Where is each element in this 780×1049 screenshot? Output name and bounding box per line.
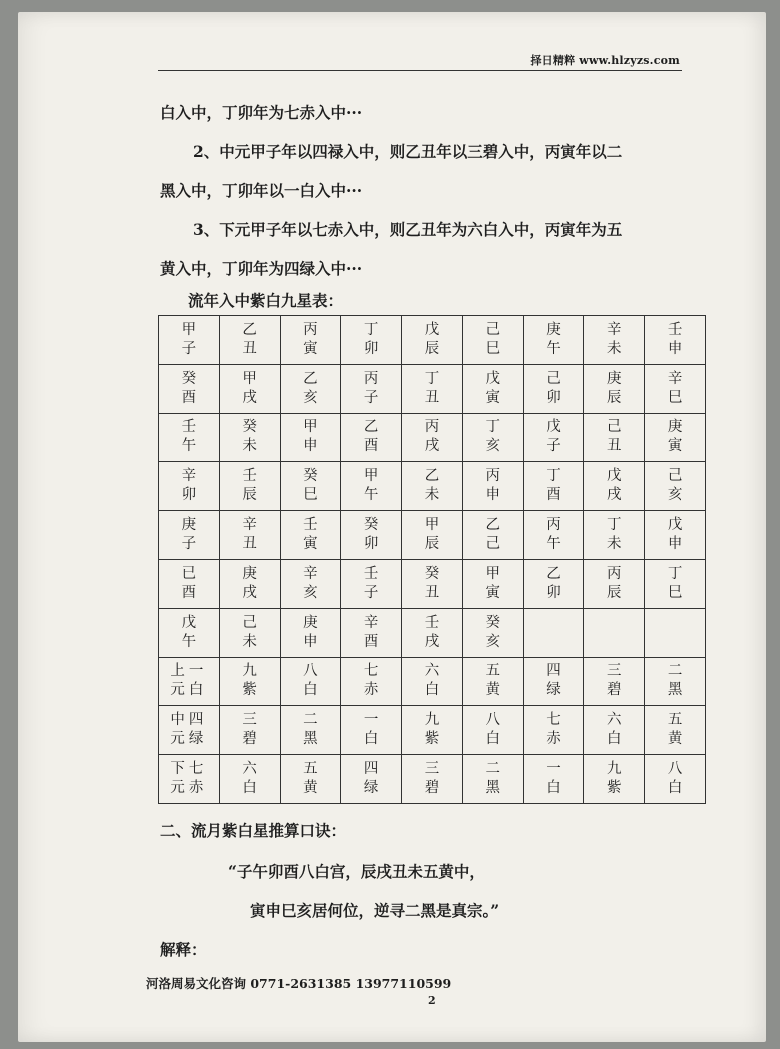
cell-line-bottom: 丑 <box>424 584 440 601</box>
cell-line-top: 庚 <box>181 517 197 534</box>
year-cell <box>341 462 402 511</box>
cell-line-bottom: 寅 <box>667 438 683 455</box>
cell-line-top: 丁 <box>363 321 379 338</box>
cell-line-bottom: 巳 <box>303 487 318 504</box>
cell-line-top: 丙 <box>485 468 500 485</box>
year-row <box>159 413 706 462</box>
cell-line-top: 甲 <box>424 517 440 534</box>
year-cell <box>462 462 523 511</box>
year-cell <box>341 511 402 560</box>
year-cell <box>645 316 706 365</box>
year-row <box>159 559 706 608</box>
cell-line-top: 乙 <box>363 419 379 436</box>
cell-line-bottom: 子 <box>181 536 197 553</box>
year-cell <box>280 511 341 560</box>
year-cell <box>523 413 584 462</box>
year-cell <box>341 413 402 462</box>
year-cell <box>402 462 463 511</box>
paragraph-4: 3、下元甲子年以七赤入中，则乙丑年为六白入中，丙寅年为五 <box>193 220 623 239</box>
year-cell <box>523 462 584 511</box>
cell-line-top: 二 <box>485 761 500 778</box>
cell-line-top: 乙 <box>424 468 440 485</box>
year-cell <box>462 413 523 462</box>
year-cell <box>462 511 523 560</box>
cell-line-bottom: 未 <box>242 438 257 455</box>
star-cell <box>462 706 523 755</box>
cell-line-top: 丁 <box>606 517 622 534</box>
year-cell <box>402 364 463 413</box>
cell-line-top: 八 <box>485 712 500 729</box>
star-cell <box>402 657 463 706</box>
year-row <box>159 608 706 657</box>
cell-line-bottom: 辰 <box>242 487 257 504</box>
cell-line-top: 三 <box>242 712 257 729</box>
cell-line-bottom: 白 <box>606 731 622 748</box>
cell-line-bottom: 白 <box>424 682 440 699</box>
year-cell <box>219 559 280 608</box>
cell-line-top: 甲 <box>303 419 318 436</box>
cell-line-top: 五 <box>485 663 500 680</box>
cell-line-top: 庚 <box>242 565 257 582</box>
cell-line-bottom: 未 <box>424 487 440 504</box>
cell-line-bottom: 卯 <box>363 536 379 553</box>
year-cell <box>402 559 463 608</box>
cell-line-bottom: 白 <box>546 780 561 797</box>
year-row <box>159 316 706 365</box>
cell-line-top: 壬 <box>242 468 257 485</box>
star-cell <box>219 657 280 706</box>
cell-line-bottom: 巳 <box>485 340 500 357</box>
cell-line-top: 壬 <box>303 517 318 534</box>
cell-line-top: 辛 <box>667 370 683 387</box>
cell-line-top: 甲 <box>242 370 257 387</box>
star-cell <box>280 755 341 804</box>
star-cell <box>219 755 280 804</box>
year-cell <box>645 364 706 413</box>
table-caption: 流年入中紫白九星表： <box>188 291 344 310</box>
cell-line-top: 戊 <box>546 419 561 436</box>
cell-line-bottom: 辰 <box>424 340 440 357</box>
cell-line-top: 己 <box>242 614 257 631</box>
star-cell <box>645 755 706 804</box>
cell-line-top: 丙 <box>303 321 318 338</box>
cell-line-bottom: 午 <box>546 340 561 357</box>
star-cell <box>341 657 402 706</box>
year-cell <box>219 511 280 560</box>
year-cell <box>402 316 463 365</box>
cell-line-bottom: 黑 <box>667 682 683 699</box>
cell-line-top: 癸 <box>181 370 197 387</box>
year-cell <box>159 559 220 608</box>
cell-line-top: 甲 <box>363 468 379 485</box>
year-cell <box>341 559 402 608</box>
cell-line-top: 戊 <box>667 517 683 534</box>
year-cell <box>280 608 341 657</box>
star-row <box>159 706 706 755</box>
cell-line-bottom: 元赤 <box>170 780 208 797</box>
cell-line-top: 庚 <box>667 419 683 436</box>
cell-line-bottom: 卯 <box>546 584 561 601</box>
year-cell <box>280 413 341 462</box>
cell-line-bottom: 绿 <box>363 780 379 797</box>
cell-line-top: 已 <box>181 565 197 582</box>
cell-line-bottom: 黄 <box>303 780 318 797</box>
year-cell <box>584 559 645 608</box>
year-cell <box>159 462 220 511</box>
cell-line-top: 丙 <box>363 370 379 387</box>
cell-line-top: 戊 <box>424 321 440 338</box>
year-cell <box>462 364 523 413</box>
cell-line-bottom: 子 <box>363 389 379 406</box>
paragraph-1: 白入中，丁卯年为七赤入中··· <box>160 103 363 122</box>
cell-line-top: 庚 <box>303 614 318 631</box>
cell-line-top: 己 <box>606 419 622 436</box>
cell-line-top: 癸 <box>485 614 500 631</box>
cell-line-top: 己 <box>667 468 683 485</box>
cell-line-top: 庚 <box>546 321 561 338</box>
cell-line-bottom: 绿 <box>546 682 561 699</box>
cell-line-bottom: 申 <box>303 438 318 455</box>
cell-line-bottom: 白 <box>485 731 500 748</box>
cell-line-top: 下七 <box>170 761 208 778</box>
cell-line-bottom: 丑 <box>424 389 440 406</box>
year-cell <box>584 511 645 560</box>
star-cell <box>341 755 402 804</box>
year-cell <box>645 511 706 560</box>
star-cell <box>280 706 341 755</box>
cell-line-bottom: 戌 <box>242 584 257 601</box>
year-cell <box>462 608 523 657</box>
header-rule <box>158 70 682 71</box>
cell-line-top: 戊 <box>606 468 622 485</box>
year-cell <box>462 559 523 608</box>
cell-line-bottom: 酉 <box>363 633 379 650</box>
cell-line-bottom: 白 <box>303 682 318 699</box>
cell-line-bottom: 碧 <box>424 780 440 797</box>
cell-line-bottom: 亥 <box>303 389 318 406</box>
cell-line-bottom: 申 <box>667 340 683 357</box>
cell-line-bottom: 午 <box>546 536 561 553</box>
page-number: 2 <box>428 994 436 1007</box>
cell-line-bottom: 申 <box>485 487 500 504</box>
cell-line-top: 癸 <box>242 419 257 436</box>
cell-line-bottom: 亥 <box>485 633 500 650</box>
cell-line-top: 甲 <box>181 321 197 338</box>
cell-line-bottom: 丑 <box>242 536 257 553</box>
cell-line-top: 戊 <box>485 370 500 387</box>
cell-line-top: 己 <box>485 321 500 338</box>
year-cell <box>584 462 645 511</box>
cell-line-top: 丁 <box>485 419 500 436</box>
cell-line-top: 一 <box>546 761 561 778</box>
cell-line-top: 三 <box>606 663 622 680</box>
year-cell <box>219 316 280 365</box>
cell-line-top: 二 <box>667 663 683 680</box>
cell-line-bottom: 亥 <box>667 487 683 504</box>
cell-line-bottom: 申 <box>667 536 683 553</box>
paragraph-3: 黑入中，丁卯年以一白入中··· <box>160 181 363 200</box>
year-row <box>159 462 706 511</box>
cell-line-top: 己 <box>546 370 561 387</box>
cell-line-top: 癸 <box>363 517 379 534</box>
star-cell <box>523 657 584 706</box>
cell-line-top: 丙 <box>546 517 561 534</box>
star-cell <box>584 755 645 804</box>
cell-line-bottom: 紫 <box>606 780 622 797</box>
cell-line-top: 八 <box>303 663 318 680</box>
cell-line-top: 庚 <box>606 370 622 387</box>
cell-line-bottom: 元绿 <box>170 731 208 748</box>
nine-star-table <box>158 315 706 804</box>
year-row <box>159 511 706 560</box>
cell-line-bottom: 未 <box>242 633 257 650</box>
cell-line-bottom: 紫 <box>424 731 440 748</box>
year-cell <box>523 511 584 560</box>
cell-line-bottom: 寅 <box>485 389 500 406</box>
cell-line-top: 六 <box>242 761 257 778</box>
star-cell <box>280 657 341 706</box>
cell-line-top: 八 <box>667 761 683 778</box>
cell-line-top: 辛 <box>242 517 257 534</box>
poem-line-1: “子午卯酉八白宫，辰戌丑未五黄中， <box>228 862 485 881</box>
cell-line-bottom: 午 <box>363 487 379 504</box>
cell-line-top: 辛 <box>606 321 622 338</box>
cell-line-bottom: 元白 <box>170 682 208 699</box>
cell-line-top: 六 <box>424 663 440 680</box>
cell-line-top: 乙 <box>242 321 257 338</box>
cell-line-top: 丁 <box>667 565 683 582</box>
star-cell <box>219 706 280 755</box>
cell-line-bottom: 子 <box>546 438 561 455</box>
year-cell <box>341 608 402 657</box>
star-cell <box>645 706 706 755</box>
explain-label: 解释： <box>160 940 207 959</box>
star-row <box>159 657 706 706</box>
cell-line-bottom: 黄 <box>485 682 500 699</box>
year-cell <box>645 559 706 608</box>
cell-line-bottom: 子 <box>181 340 197 357</box>
year-cell <box>280 559 341 608</box>
cell-line-top: 九 <box>606 761 622 778</box>
year-cell <box>219 364 280 413</box>
star-cell <box>341 706 402 755</box>
cell-line-bottom: 戌 <box>606 487 622 504</box>
cell-line-bottom: 戌 <box>424 438 440 455</box>
cell-line-top: 二 <box>303 712 318 729</box>
year-cell <box>584 316 645 365</box>
cell-line-bottom: 丑 <box>606 438 622 455</box>
year-cell <box>402 511 463 560</box>
footer-contact: 河洛周易文化咨询 0771-2631385 13977110599 <box>146 976 452 991</box>
cell-line-top: 壬 <box>363 565 379 582</box>
year-cell <box>341 364 402 413</box>
era-label-cell <box>159 706 220 755</box>
cell-line-bottom: 白 <box>242 780 257 797</box>
cell-line-top: 乙 <box>546 565 561 582</box>
year-cell <box>159 608 220 657</box>
cell-line-top: 丙 <box>424 419 440 436</box>
star-cell <box>584 706 645 755</box>
cell-line-bottom: 紫 <box>242 682 257 699</box>
cell-line-bottom: 丑 <box>242 340 257 357</box>
cell-line-top: 三 <box>424 761 440 778</box>
year-row <box>159 364 706 413</box>
cell-line-top: 壬 <box>424 614 440 631</box>
cell-line-top: 四 <box>363 761 379 778</box>
cell-line-bottom: 白 <box>667 780 683 797</box>
cell-line-top: 一 <box>363 712 379 729</box>
star-cell <box>402 706 463 755</box>
year-cell <box>402 608 463 657</box>
year-cell <box>584 364 645 413</box>
cell-line-bottom: 辰 <box>606 389 622 406</box>
star-cell <box>645 657 706 706</box>
star-cell <box>462 755 523 804</box>
cell-line-bottom: 酉 <box>181 584 197 601</box>
year-cell <box>645 462 706 511</box>
paragraph-5: 黄入中，丁卯年为四绿入中··· <box>160 259 363 278</box>
star-cell <box>523 706 584 755</box>
year-cell <box>523 559 584 608</box>
cell-line-bottom: 巳 <box>667 584 683 601</box>
cell-line-bottom: 酉 <box>546 487 561 504</box>
cell-line-top: 壬 <box>181 419 197 436</box>
cell-line-bottom: 午 <box>181 633 197 650</box>
era-label-cell <box>159 755 220 804</box>
cell-line-bottom: 黑 <box>303 731 318 748</box>
cell-line-top: 九 <box>424 712 440 729</box>
year-cell <box>462 316 523 365</box>
cell-line-top: 上一 <box>170 663 208 680</box>
cell-line-bottom: 辰 <box>424 536 440 553</box>
cell-line-bottom: 戌 <box>424 633 440 650</box>
cell-line-bottom: 卯 <box>363 340 379 357</box>
year-cell <box>523 364 584 413</box>
cell-line-top: 癸 <box>424 565 440 582</box>
year-cell <box>280 316 341 365</box>
year-cell <box>219 462 280 511</box>
cell-line-bottom: 赤 <box>363 682 379 699</box>
star-cell <box>402 755 463 804</box>
year-cell <box>584 608 645 657</box>
cell-line-top: 六 <box>606 712 622 729</box>
cell-line-top: 癸 <box>303 468 318 485</box>
year-cell <box>645 413 706 462</box>
cell-line-bottom: 午 <box>181 438 197 455</box>
year-cell <box>159 413 220 462</box>
paragraph-2: 2、中元甲子年以四禄入中，则乙丑年以三碧入中，丙寅年以二 <box>193 142 623 161</box>
cell-line-bottom: 碧 <box>242 731 257 748</box>
year-cell <box>341 316 402 365</box>
era-label-cell <box>159 657 220 706</box>
cell-line-bottom: 己 <box>485 536 500 553</box>
cell-line-top: 乙 <box>485 517 500 534</box>
cell-line-bottom: 黄 <box>667 731 683 748</box>
poem-line-2: 寅申巳亥居何位，逆寻二黑是真宗。” <box>250 901 500 920</box>
cell-line-bottom: 未 <box>606 536 622 553</box>
cell-line-bottom: 申 <box>303 633 318 650</box>
year-cell <box>645 608 706 657</box>
cell-line-bottom: 黑 <box>485 780 500 797</box>
cell-line-bottom: 酉 <box>363 438 379 455</box>
cell-line-top: 辛 <box>303 565 318 582</box>
cell-line-top: 七 <box>546 712 561 729</box>
cell-line-top: 戊 <box>181 614 197 631</box>
cell-line-bottom: 巳 <box>667 389 683 406</box>
star-cell <box>462 657 523 706</box>
cell-line-bottom: 白 <box>363 731 379 748</box>
cell-line-top: 辛 <box>181 468 197 485</box>
cell-line-bottom: 卯 <box>181 487 197 504</box>
cell-line-top: 辛 <box>363 614 379 631</box>
star-cell <box>523 755 584 804</box>
cell-line-top: 丁 <box>424 370 440 387</box>
cell-line-top: 九 <box>242 663 257 680</box>
cell-line-bottom: 戌 <box>242 389 257 406</box>
cell-line-bottom: 辰 <box>606 584 622 601</box>
year-cell <box>584 413 645 462</box>
star-row <box>159 755 706 804</box>
header-site: 择日精粹 www.hlzyzs.com <box>530 54 680 67</box>
cell-line-bottom: 卯 <box>546 389 561 406</box>
cell-line-bottom: 寅 <box>485 584 500 601</box>
year-cell <box>159 511 220 560</box>
year-cell <box>159 316 220 365</box>
cell-line-bottom: 寅 <box>303 536 318 553</box>
cell-line-bottom: 未 <box>606 340 622 357</box>
cell-line-top: 中四 <box>170 712 208 729</box>
year-cell <box>402 413 463 462</box>
cell-line-bottom: 亥 <box>303 584 318 601</box>
section2-heading: 二、流月紫白星推算口诀： <box>160 821 347 840</box>
year-cell <box>280 364 341 413</box>
cell-line-top: 五 <box>303 761 318 778</box>
year-cell <box>219 413 280 462</box>
document-page <box>18 12 766 1042</box>
cell-line-top: 四 <box>546 663 561 680</box>
year-cell <box>523 608 584 657</box>
cell-line-top: 丁 <box>546 468 561 485</box>
cell-line-bottom: 赤 <box>546 731 561 748</box>
cell-line-top: 丙 <box>606 565 622 582</box>
cell-line-bottom: 碧 <box>606 682 622 699</box>
cell-line-bottom: 亥 <box>485 438 500 455</box>
cell-line-bottom: 寅 <box>303 340 318 357</box>
cell-line-bottom: 子 <box>363 584 379 601</box>
year-cell <box>219 608 280 657</box>
star-cell <box>584 657 645 706</box>
cell-line-top: 甲 <box>485 565 500 582</box>
cell-line-top: 壬 <box>667 321 683 338</box>
cell-line-bottom: 酉 <box>181 389 197 406</box>
year-cell <box>280 462 341 511</box>
cell-line-top: 五 <box>667 712 683 729</box>
cell-line-top: 乙 <box>303 370 318 387</box>
cell-line-top: 七 <box>363 663 379 680</box>
year-cell <box>159 364 220 413</box>
year-cell <box>523 316 584 365</box>
